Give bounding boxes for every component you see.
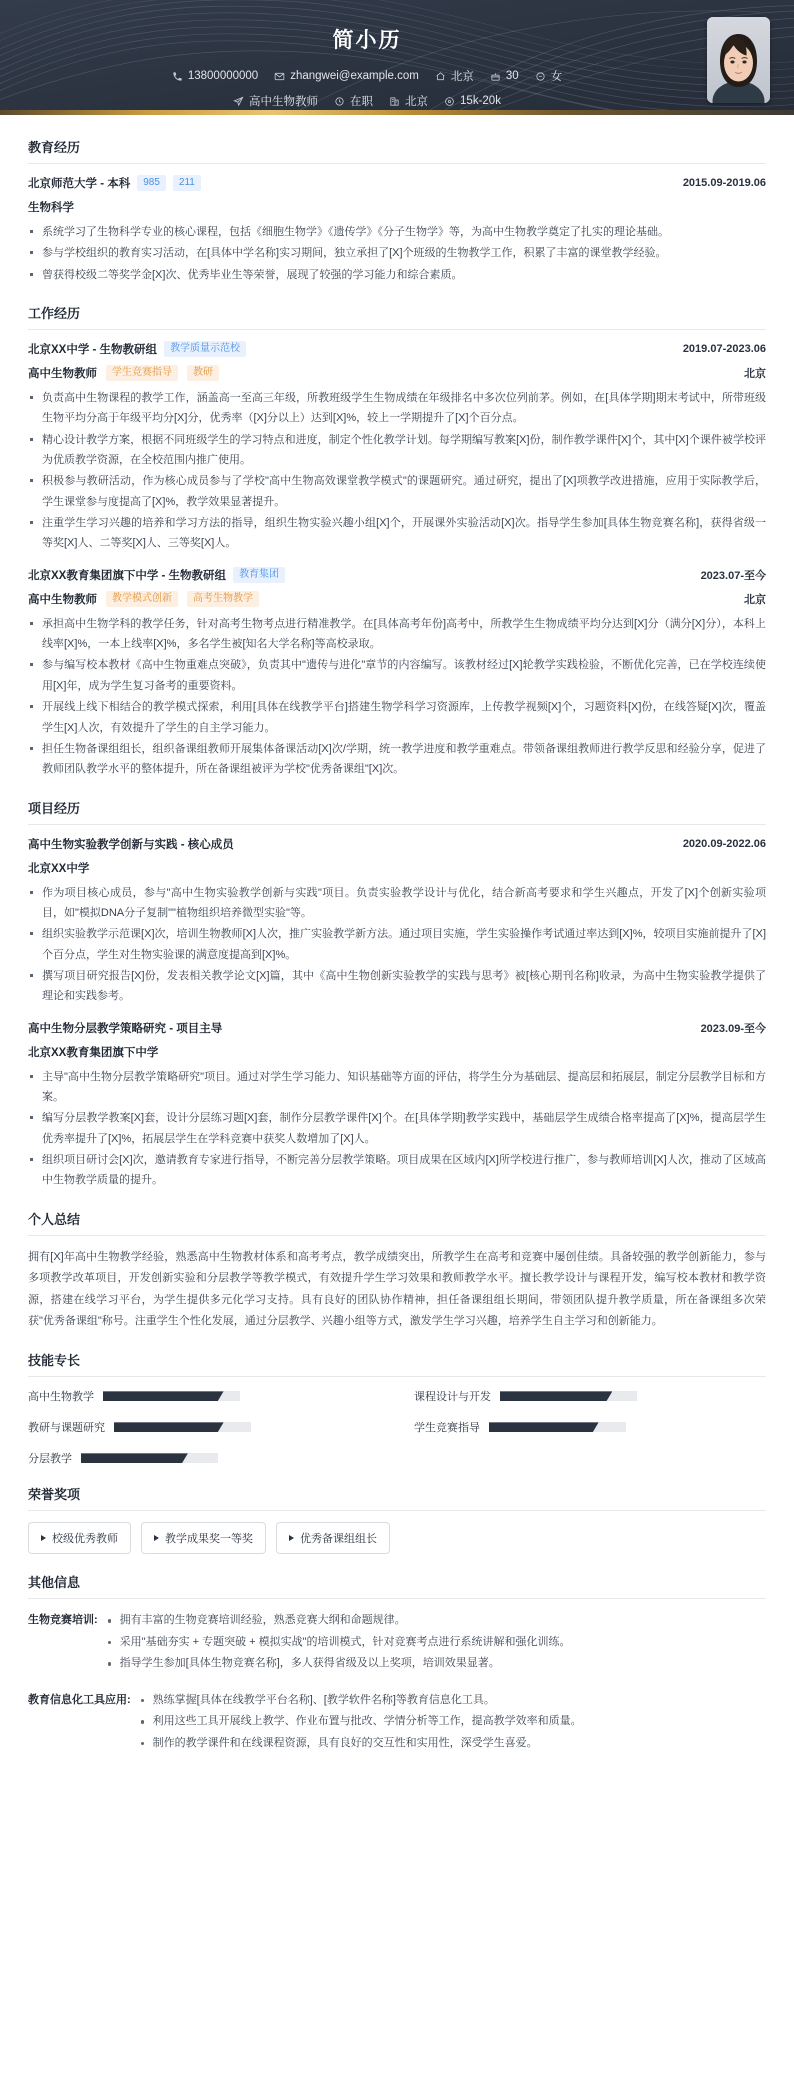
list-item: 积极参与教研活动，作为核心成员参与了学校"高中生物高效课堂教学模式"的课题研究。通过研究，提出了[X]项教学改进措施，应用于实际教学后，学生课堂参与度提高了[X]%，教学效果显著提升。 [28,471,766,512]
contact-salary [444,95,501,107]
list-item: 组织项目研讨会[X]次，邀请教育专家进行指导，不断完善分层教学策略。项目成果在区域内[X]所学校进行推广，参与教师培训[X]人次，推动了区域高中生物教学质量的提升。 [28,1150,766,1191]
work-entry-1 [28,341,766,554]
list-item: 负责高中生物课程的教学工作，涵盖高一至高三年级，所教班级学生生物成绩在年级排名中多次位列前茅。例如，在[具体学期]期末考试中，所带班级生物平均分高于年级平均分[X]分，优秀率（[X]分以上）达到[X]%，较上一学期提升了[X]个百分点。 [28,388,766,429]
project-entry-1 [28,836,766,1007]
section-title-project: 项目经历 [28,798,766,825]
list-item: 参与学校组织的教育实习活动，在[具体中学名称]实习期间，独立承担了[X]个班级的生物教学工作，积累了丰富的课堂教学经验。 [28,243,766,263]
phone-icon [172,71,183,82]
list-item: 开展线上线下相结合的教学模式探索，利用[具体在线教学平台]搭建生物学科学习资源库，上传教学视频[X]个，习题资料[X]份，在线答疑[X]次，覆盖学生[X]人次，有效提升了学生的自主学习能力。 [28,697,766,738]
honor-chip-0[interactable] [28,1522,131,1554]
education-entry-header [28,175,766,191]
list-item: 精心设计教学方案，根据不同班级学生的学习特点和进度，制定个性化教学计划。每学期编写教案[X]份，制作教学课件[X]个，其中[X]个课件被学校评为优质教学资源，在全校范围内推广使用。 [28,430,766,471]
work-role-tag-1a: 学生竞赛指导 [106,365,178,381]
work-entry-2-role-group [28,591,259,607]
honors-list [28,1522,766,1554]
contact-position-text: 高中生物教师 [249,96,319,108]
avatar-portrait [707,17,770,103]
work-role-tag-1b: 教研 [187,365,219,381]
status-icon [334,96,345,107]
project-entry-1-left [28,836,234,852]
education-major: 生物科学 [28,202,74,214]
list-item: 熟练掌握[具体在线教学平台名称]、[教学软件名称]等教育信息化工具。 [139,1690,766,1711]
skill-item-1 [414,1388,766,1404]
contact-email-text: zhangwei@example.com [290,70,419,82]
education-bullets [28,222,766,285]
list-item: 制作的教学课件和在线课程资源，具有良好的交互性和实用性，深受学生喜爱。 [139,1733,766,1754]
list-item: 撰写项目研究报告[X]份，发表相关教学论文[X]篇，其中《高中生物创新实验教学的实践与思考》被[核心期刊名称]收录，为高中生物实验教学提供了理论和实践参考。 [28,966,766,1007]
resume-header [0,0,794,110]
work-company-1: 北京XX中学 - 生物教研组 [28,344,158,357]
work-location-1: 北京 [744,368,766,381]
contact-gender-text: 女 [550,71,563,83]
contact-gender [535,68,563,84]
section-honors [28,1484,766,1554]
education-date: 2015.09-2019.06 [682,177,766,189]
contact-job-status [334,93,373,109]
skill-bar-2 [114,1422,251,1432]
work-entry-2-subheader [28,591,766,607]
list-item: 利用这些工具开展线上教学、作业布置与批改、学情分析等工作，提高教学效率和质量。 [139,1711,766,1732]
other-label-0: 生物竞赛培训: [28,1614,98,1627]
honor-label-2: 优秀备课组组长 [300,1533,377,1546]
contact-salary-text: 15k-20k [460,95,501,107]
list-item: 注重学生学习兴趣的培养和学习方法的指导，组织生物实验兴趣小组[X]个，开展课外实验活动[X]次。指导学生参加[具体生物竞赛名称]，获得省级一等奖[X]人、二等奖[X]人、三等奖[X]人。 [28,513,766,554]
skill-bar-0 [103,1391,240,1401]
resume-body [0,115,794,1799]
contact-hometown [435,68,474,84]
work-entry-2 [28,567,766,780]
other-list-1 [139,1690,766,1754]
contact-email [274,70,419,82]
list-item: 系统学习了生物科学专业的核心课程，包括《细胞生物学》《遗传学》《分子生物学》等，为高中生物教学奠定了扎实的理论基础。 [28,222,766,242]
skill-fill-2 [114,1422,224,1432]
project-bullets-2 [28,1067,766,1191]
work-entry-1-header [28,341,766,357]
play-triangle-icon [41,1535,46,1541]
skill-bar-4 [81,1453,218,1463]
other-block-1 [28,1690,766,1754]
play-triangle-icon [154,1535,159,1541]
work-bullets-1 [28,388,766,554]
other-block-0 [28,1610,766,1674]
skill-label-1: 课程设计与开发 [414,1391,491,1404]
contact-city-text: 北京 [405,96,429,108]
section-other-info [28,1572,766,1754]
work-location-2: 北京 [744,593,766,606]
work-role-2: 高中生物教师 [28,593,97,606]
honor-label-1: 教学成果奖一等奖 [165,1533,253,1546]
work-company-2: 北京XX教育集团旗下中学 - 生物教研组 [28,569,227,582]
play-triangle-icon [289,1535,294,1541]
section-title-skills: 技能专长 [28,1350,766,1377]
skill-item-3 [414,1419,766,1435]
project-date-1: 2020.09-2022.06 [682,837,766,850]
email-icon [274,71,285,82]
contact-row-secondary [0,93,734,109]
contact-phone-text: 13800000000 [187,70,259,82]
list-item: 拥有丰富的生物竞赛培训经验，熟悉竞赛大纲和命题规律。 [106,1610,766,1631]
skill-bar-1 [500,1391,637,1401]
honor-label-0: 校级优秀教师 [52,1533,118,1546]
section-title-work: 工作经历 [28,303,766,330]
section-title-honors: 荣誉奖项 [28,1484,766,1511]
project-org-1: 北京XX中学 [28,862,90,875]
section-project [28,798,766,1191]
education-tag-211: 211 [173,175,201,191]
section-work [28,303,766,780]
skill-bar-3 [489,1422,626,1432]
list-item: 组织实验教学示范课[X]次，培训生物教师[X]人次，推广实验教学新方法。通过项目实施，学生实验操作考试通过率达到[X]%，较项目实施前提升了[X]个百分点，学生对生物实验课的满意度提高到[X]%。 [28,924,766,965]
section-education [28,137,766,285]
contact-row-primary [0,68,734,84]
list-item: 曾获得校级二等奖学金[X]次、优秀毕业生等荣誉，展现了较强的学习能力和综合素质。 [28,265,766,285]
contact-position [233,93,318,109]
contact-city [389,93,428,109]
education-entry [28,175,766,285]
section-title-education: 教育经历 [28,137,766,164]
work-company-tag-1: 教学质量示范校 [164,341,246,357]
gender-icon [535,71,546,82]
skill-label-0: 高中生物教学 [28,1391,94,1404]
other-list-0 [106,1610,766,1674]
list-item: 主导"高中生物分层教学策略研究"项目。通过对学生学习能力、知识基础等方面的评估，将学生分为基础层、提高层和拓展层，制定分层教学目标和方案。 [28,1067,766,1108]
work-role-1: 高中生物教师 [28,368,97,381]
list-item: 作为项目核心成员，参与"高中生物实验教学创新与实践"项目。负责实验教学设计与优化，结合新高考要求和学生兴趣点，开发了[X]个创新实验项目，如"模拟DNA分子复制""植物组织培养微型实验"等。 [28,883,766,924]
project-entry-2-header [28,1020,766,1036]
section-summary [28,1209,766,1333]
work-entry-2-left [28,567,285,583]
work-role-tag-2a: 教学模式创新 [106,591,178,607]
work-entry-1-subheader [28,365,766,381]
work-date-2: 2023.07-至今 [700,569,766,582]
section-title-other-info: 其他信息 [28,1572,766,1599]
education-school: 北京师范大学 - 本科 [28,178,131,190]
education-tag-985: 985 [137,175,166,191]
home-icon [435,71,446,82]
other-label-1: 教育信息化工具应用: [28,1693,131,1706]
avatar [707,17,770,103]
skill-item-0 [28,1388,380,1404]
work-company-tag-2: 教育集团 [233,567,285,583]
list-item: 指导学生参加[具体生物竞赛名称]，多人获得省级及以上奖项，培训效果显著。 [106,1653,766,1674]
contact-job-status-text: 在职 [350,96,374,108]
section-skills [28,1350,766,1466]
contact-age-text: 30 [505,70,519,82]
skill-label-3: 学生竞赛指导 [414,1422,480,1435]
skill-fill-4 [81,1453,188,1463]
skill-item-4 [28,1450,380,1466]
list-item: 采用"基础夯实 + 专题突破 + 模拟实战"的培训模式，针对竞赛考点进行系统讲解和强化训练。 [106,1632,766,1653]
work-date-1: 2019.07-2023.06 [682,343,766,356]
section-title-summary: 个人总结 [28,1209,766,1236]
list-item: 承担高中生物学科的教学任务，针对高考生物考点进行精准教学。在[具体高考年份]高考中，所教学生生物成绩平均分达到[X]分（满分[X]分），本科上线率[X]%，一本上线率[X]%，多名学生被[知名大学名称]等高校录取。 [28,614,766,655]
education-entry-left [28,175,201,191]
work-entry-2-header [28,567,766,583]
project-date-2: 2023.09-至今 [700,1022,766,1035]
project-entry-2-left [28,1020,222,1036]
work-bullets-2 [28,614,766,780]
list-item: 参与编写校本教材《高中生物重难点突破》，负责其中"遗传与进化"章节的内容编写。该教材经过[X]轮教学实践检验，不断优化完善，已在学校连续使用[X]年，成为学生复习备考的重要资料。 [28,655,766,696]
list-item: 编写分层教学教案[X]套，设计分层练习题[X]套，制作分层教学课件[X]个。在[具体学期]教学实践中，基础层学生成绩合格率提高了[X]%，提高层学生优秀率提升了[X]%，拓展层学生在学科竞赛中获奖人数增加了[X]人。 [28,1108,766,1149]
summary-text: 拥有[X]年高中生物教学经验，熟悉高中生物教材体系和高考考点，教学成绩突出，所教学生在高考和竞赛中屡创佳绩。具备较强的教学创新能力，参与多项教学改革项目，开发创新实验和分层教学等教学模式，有效提升学生学习效果和教师教学水平。擅长教学设计与课程开发，编写校本教材和教学资源，搭建在线学习平台，为学生提供多元化学习支持。具有良好的团队协作精神，担任备课组组长期间，带领团队提升教学质量，所在备课组多次荣获"优秀备课组"称号。注重学生个性化发展，通过分层教学、兴趣小组等方式，激发学生学习兴趣，培养学生自主学习和创新能力。 [28,1250,766,1327]
skill-fill-3 [489,1422,599,1432]
skill-label-2: 教研与课题研究 [28,1422,105,1435]
skills-grid [28,1388,766,1466]
contact-phone [172,70,258,82]
page-title: 简小历 [332,29,402,52]
skill-item-2 [28,1419,380,1435]
city-icon [389,96,400,107]
salary-icon [444,96,455,107]
honor-chip-2[interactable] [276,1522,390,1554]
work-entry-1-role-group [28,365,219,381]
project-bullets-1 [28,883,766,1007]
project-org-2: 北京XX教育集团旗下中学 [28,1046,159,1059]
contact-age [490,70,519,82]
position-icon [233,96,244,107]
skill-fill-1 [500,1391,612,1401]
work-entry-1-left [28,341,246,357]
project-name-2: 高中生物分层教学策略研究 - 项目主导 [28,1022,223,1035]
skill-label-4: 分层教学 [28,1453,72,1466]
contact-hometown-text: 北京 [450,71,474,83]
work-role-tag-2b: 高考生物教学 [187,591,259,607]
project-entry-1-header [28,836,766,852]
skill-fill-0 [103,1391,224,1401]
honor-chip-1[interactable] [141,1522,266,1554]
project-entry-2 [28,1020,766,1191]
list-item: 担任生物备课组组长，组织备课组教师开展集体备课活动[X]次/学期，统一教学进度和教学重难点。带领备课组教师进行教学反思和经验分享，促进了教师团队教学水平的整体提升，所在备课组被评为学校"优秀备课组"[X]次。 [28,739,766,780]
birthday-icon [490,71,501,82]
project-name-1: 高中生物实验教学创新与实践 - 核心成员 [28,838,234,851]
